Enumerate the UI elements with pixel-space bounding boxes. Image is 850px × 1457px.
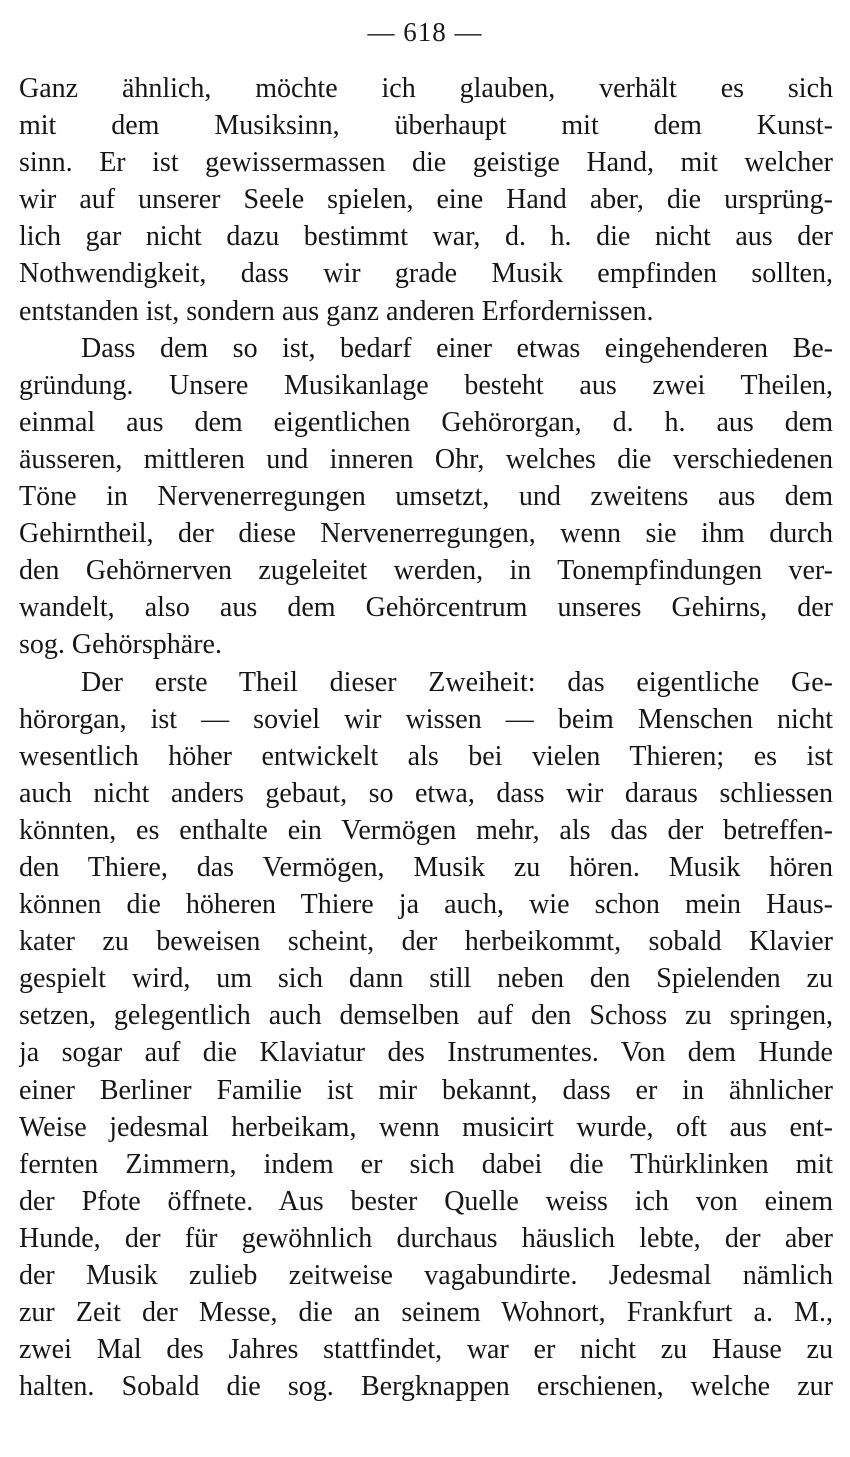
text-line: ja sogar auf die Klaviatur des Instrumentes. Von dem Hunde	[19, 1037, 833, 1069]
text-line: wesentlich höher entwickelt als bei vielen Thieren; es ist	[19, 740, 833, 772]
text-line: den Gehörnerven zugeleitet werden, in Tonempfindungen ver-	[19, 555, 833, 587]
text-line: mit dem Musiksinn, überhaupt mit dem Kunst-	[19, 110, 833, 142]
text-line: zwei Mal des Jahres stattfindet, war er nicht zu Hause zu	[19, 1334, 833, 1366]
text-line: einer Berliner Familie ist mir bekannt, dass er in ähnlicher	[19, 1074, 833, 1106]
text-line: den Thiere, das Vermögen, Musik zu hören. Musik hören	[19, 851, 833, 883]
text-line: kater zu beweisen scheint, der herbeikommt, sobald Klavier	[19, 926, 833, 958]
text-line: Ganz ähnlich, möchte ich glauben, verhält es sich	[19, 73, 833, 104]
text-line: Weise jedesmal herbeikam, wenn musicirt wurde, oft aus ent-	[19, 1111, 833, 1143]
page-number: — 618 —	[367, 17, 483, 47]
text-line: der Musik zulieb zeitweise vagabundirte. Jedesmal nämlich	[19, 1260, 833, 1291]
text-line: entstanden ist, sondern aus ganz anderen Erfordernissen.	[19, 295, 654, 327]
text-line: Töne in Nervenerregungen umsetzt, und zweitens aus dem	[19, 481, 833, 513]
text-line: gründung. Unsere Musikanlage besteht aus zwei Theilen,	[19, 369, 833, 401]
text-line: können die höheren Thiere ja auch, wie schon mein Haus-	[19, 889, 833, 921]
text-line: halten. Sobald die sog. Bergknappen erschienen, welche zur	[19, 1371, 833, 1403]
text-line: wandelt, also aus dem Gehörcentrum unseres Gehirns, der	[19, 592, 833, 624]
text-line: einmal aus dem eigentlichen Gehörorgan, d. h. aus dem	[19, 406, 833, 438]
text-line: könnten, es enthalte ein Vermögen mehr, als das der betreffen-	[19, 814, 833, 846]
text-line: gespielt wird, um sich dann still neben den Spielenden zu	[19, 963, 833, 995]
text-line: zur Zeit der Messe, die an seinem Wohnort, Frankfurt a. M.,	[19, 1297, 833, 1329]
text-line: der Pfote öffnete. Aus bester Quelle weiss ich von einem	[19, 1185, 833, 1217]
text-line: äusseren, mittleren und inneren Ohr, welches die verschiedenen	[19, 443, 833, 475]
text-line: Der erste Theil dieser Zweiheit: das eigentliche Ge-	[81, 666, 833, 698]
text-line: lich gar nicht dazu bestimmt war, d. h. die nicht aus der	[19, 221, 833, 253]
body-text	[19, 70, 833, 1405]
text-line: setzen, gelegentlich auch demselben auf den Schoss zu springen,	[19, 1000, 833, 1032]
text-line: hörorgan, ist — soviel wir wissen — beim Menschen nicht	[19, 703, 833, 735]
text-line: Gehirntheil, der diese Nervenerregungen, wenn sie ihm durch	[19, 518, 833, 550]
text-line: wir auf unserer Seele spielen, eine Hand aber, die ursprüng-	[19, 184, 833, 216]
text-line: auch nicht anders gebaut, so etwa, dass wir daraus schliessen	[19, 777, 833, 809]
text-line: sog. Gehörsphäre.	[19, 629, 222, 661]
text-line: sinn. Er ist gewissermassen die geistige Hand, mit welcher	[19, 147, 833, 179]
text-line: Nothwendigkeit, dass wir grade Musik empfinden sollten,	[19, 258, 833, 290]
text-line: fernten Zimmern, indem er sich dabei die Thürklinken mit	[19, 1148, 833, 1180]
text-line: Hunde, der für gewöhnlich durchaus häuslich lebte, der aber	[19, 1222, 833, 1254]
text-line: Dass dem so ist, bedarf einer etwas eingehenderen Be-	[81, 332, 833, 364]
